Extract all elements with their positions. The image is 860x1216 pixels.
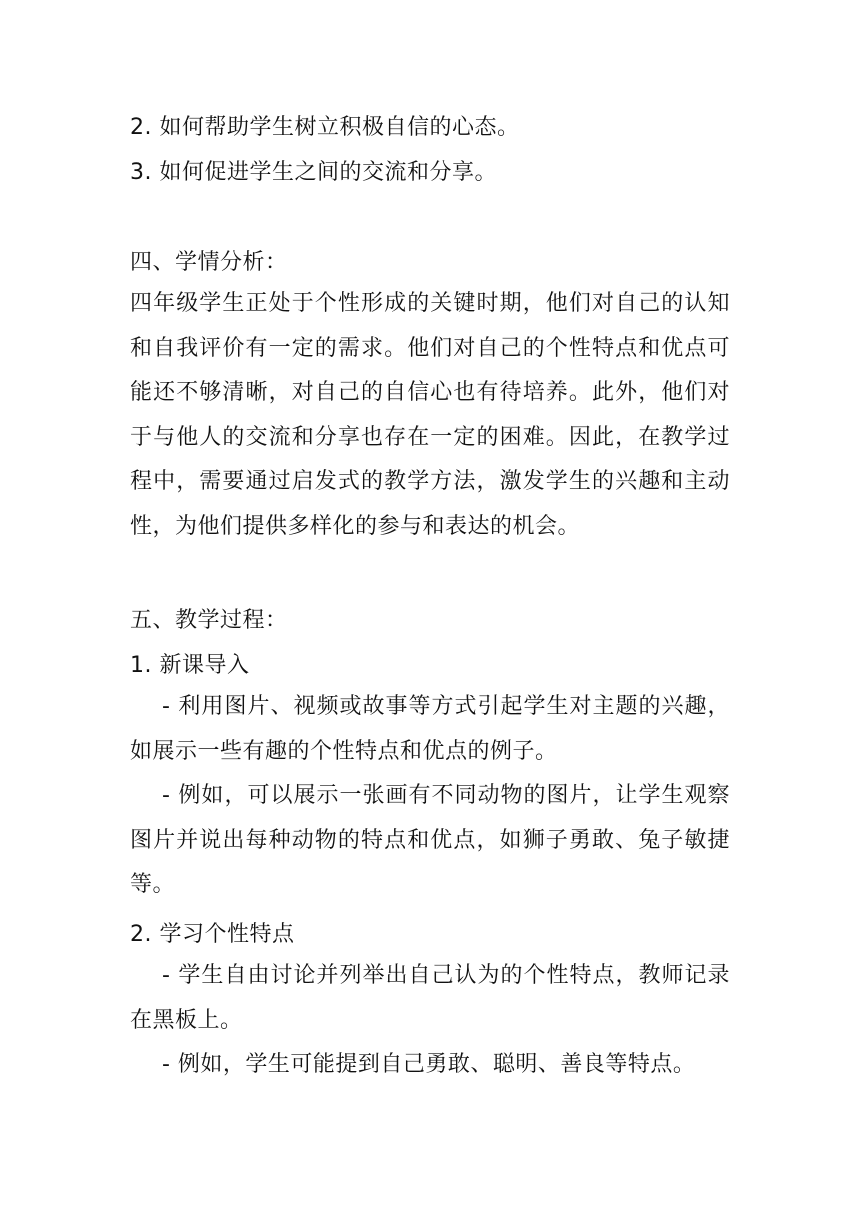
section-heading-5: 五、教学过程： <box>130 608 288 633</box>
section-heading-4: 四、学情分析： <box>130 250 288 275</box>
step-2-point-1: - 学生自由讨论并列举出自己认为的个性特点，教师记录在黑板上。 <box>130 963 730 1033</box>
step-1-point-1: - 利用图片、视频或故事等方式引起学生对主题的兴趣，如展示一些有趣的个性特点和优点的例子。 <box>130 694 730 764</box>
list-item-3: 3. 如何促进学生之间的交流和分享。 <box>130 160 497 185</box>
step-2-point-2: - 例如，学生可能提到自己勇敢、聪明、善良等特点。 <box>162 1052 696 1077</box>
step-2-title: 2. 学习个性特点 <box>130 922 295 947</box>
step-1-title: 1. 新课导入 <box>130 653 250 678</box>
step-1-point-2: - 例如，可以展示一张画有不同动物的图片，让学生观察图片并说出每种动物的特点和优点，如狮子勇敢、兔子敏捷等。 <box>130 783 730 897</box>
list-item-2: 2. 如何帮助学生树立积极自信的心态。 <box>130 115 520 140</box>
section-4-paragraph: 四年级学生正处于个性形成的关键时期，他们对自己的认知和自我评价有一定的需求。他们对自己的个性特点和优点可能还不够清晰，对自己的自信心也有待培养。此外，他们对于与他人的交流和分享也存在一定的困难。因此，在教学过程中，需要通过启发式的教学方法，激发学生的兴趣和主动性，为他们提供多样化的参与和表达的机会。 <box>130 291 730 539</box>
